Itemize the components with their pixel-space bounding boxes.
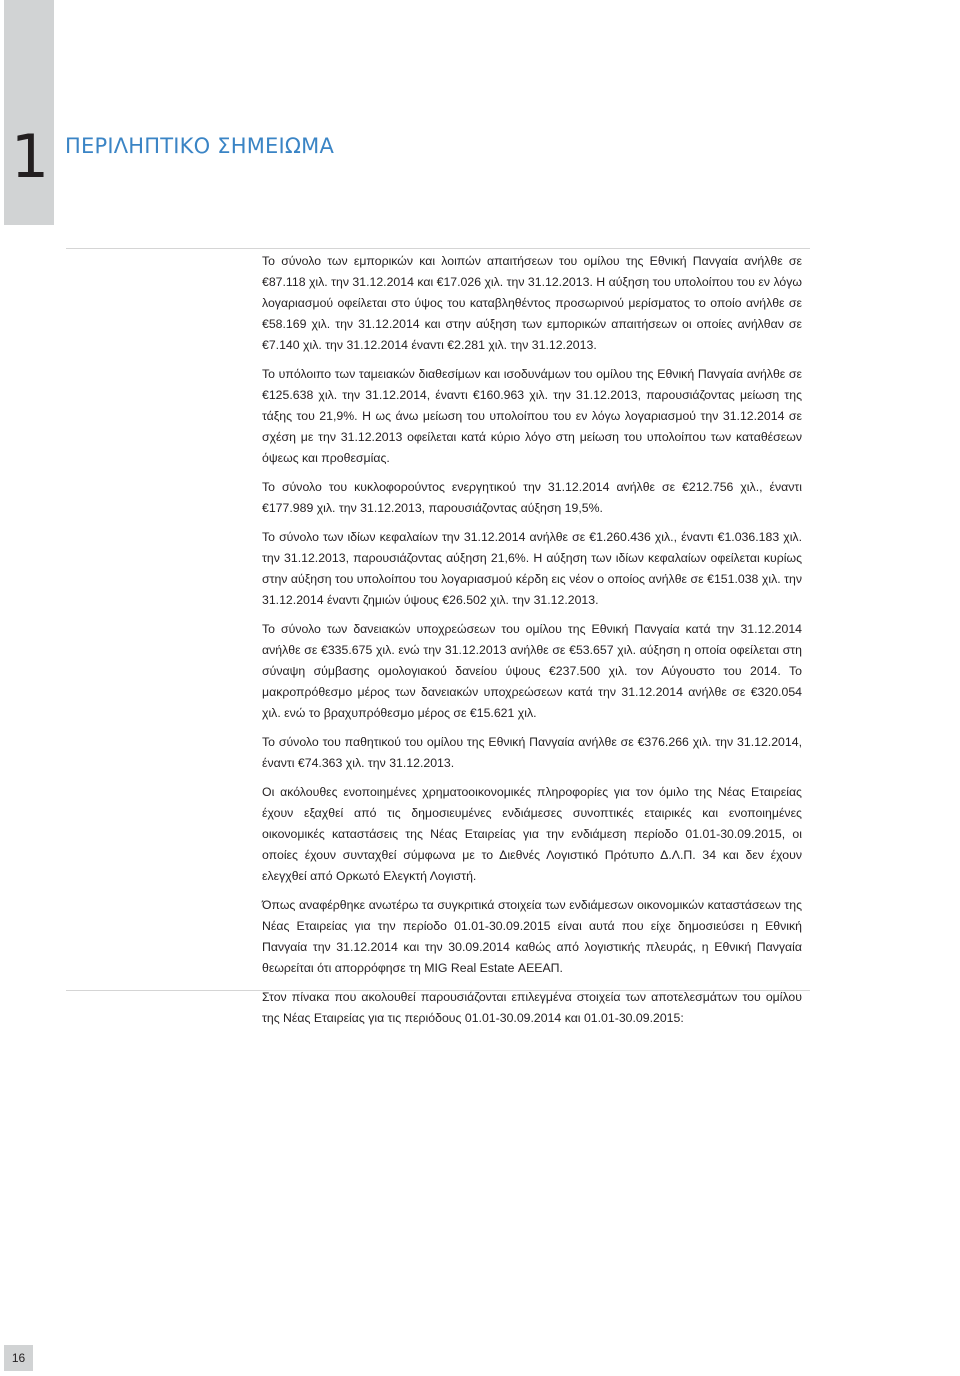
chapter-title: ΠΕΡΙΛΗΠΤΙΚΟ ΣΗΜΕΙΩΜΑ [65, 134, 335, 158]
bottom-divider [66, 990, 810, 991]
paragraph-liabilities: Το σύνολο του παθητικού του ομίλου της Εθνική Πανγαία ανήλθε σε €376.266 χιλ. την 31.12.2014, έναντι €74.363 χιλ. την 31.12.2013. [262, 735, 802, 770]
top-divider [66, 248, 810, 249]
paragraph-equity: Το σύνολο των ιδίων κεφαλαίων την 31.12.2014 ανήλθε σε €1.260.436 χιλ., έναντι €1.036.183 χιλ. την 31.12.2013, παρουσιάζοντας αύξηση 21,6%. Η αύξηση των ιδίων κεφαλαίων οφείλεται κυρίως στην αύξηση του υπολοίπου του λογαριασμού κέρδη εις νέον ο οποίος ανήλθε σε €151.038 χιλ. την 31.12.2014 έναντι ζημιών ύψους €26.502 χιλ. την 31.12.2013. [262, 530, 802, 607]
paragraph-financial-info: Οι ακόλουθες ενοποιημένες χρηματοοικονομικές πληροφορίες για τον όμιλο της Νέας Εταιρείας έχουν εξαχθεί από τις δημοσιευμένες ενδιάμεσες συνοπτικές εταιρικές και ενοποιημένες οικονομικές καταστάσεις της Νέας Εταιρείας για την ενδιάμεση περίοδο 01.01-30.09.2015, οι οποίες έχουν συνταχθεί σύμφωνα με το Διεθνές Λογιστικό Πρότυπο Δ.Λ.Π. 34 και δεν έχουν ελεγχθεί από Ορκωτό Ελεγκτή Λογιστή. [262, 785, 802, 883]
chapter-number-tab [4, 0, 54, 225]
paragraph-receivables: Το σύνολο των εμπορικών και λοιπών απαιτήσεων του ομίλου της Εθνική Πανγαία ανήλθε σε €87.118 χιλ. την 31.12.2014 και €17.026 χιλ. την 31.12.2013. Η αύξηση του υπολοίπου του εν λόγω λογαριασμού οφείλεται στο ύψος του καταβληθέντος προσωρινού μερίσματος το οποίο ανήλθε σε €58.169 χιλ. την 31.12.2014 και στην αύξηση των εμπορικών απαιτήσεων οι οποίες ανήλθαν σε €7.140 χιλ. την 31.12.2014 έναντι €2.281 χιλ. την 31.12.2013. [262, 254, 802, 352]
paragraph-comparatives: Όπως αναφέρθηκε ανωτέρω τα συγκριτικά στοιχεία των ενδιάμεσων οικονομικών καταστάσεων της Νέας Εταιρείας για την περίοδο 01.01-30.09.2015 είναι αυτά που είχε δημοσιεύσει η Εθνική Πανγαία την 31.12.2014 και την 30.09.2014 καθώς από λογιστικής πλευράς, η Εθνική Πανγαία θεωρείται ότι απορρόφησε τη MIG Real Estate ΑΕΕΑΠ. [262, 898, 802, 975]
paragraph-current-assets: Το σύνολο του κυκλοφορούντος ενεργητικού την 31.12.2014 ανήλθε σε €212.756 χιλ., έναντι €177.989 χιλ. την 31.12.2013, παρουσιάζοντας αύξηση 19,5%. [262, 480, 802, 515]
summary-body [262, 251, 802, 1037]
paragraph-cash: Το υπόλοιπο των ταμειακών διαθεσίμων και ισοδυνάμων του ομίλου της Εθνική Πανγαία ανήλθε σε €125.638 χιλ. την 31.12.2014, έναντι €160.963 χιλ. την 31.12.2013, παρουσιάζοντας μείωση της τάξης του 21,9%. Η ως άνω μείωση του υπολοίπου του εν λόγω λογαριασμού την 31.12.2014 σε σχέση με την 31.12.2013 οφείλεται κατά κύριο λόγο στη μείωση του υπολοίπου των καταθέσεων όψεως και προθεσμίας. [262, 367, 802, 465]
chapter-number: 1 [10, 122, 48, 192]
paragraph-table-intro: Στον πίνακα που ακολουθεί παρουσιάζονται επιλεγμένα στοιχεία των αποτελεσμάτων του ομίλου της Νέας Εταιρείας για τις περιόδους 01.01-30.09.2014 και 01.01-30.09.2015: [262, 990, 802, 1025]
paragraph-borrowings: Το σύνολο των δανειακών υποχρεώσεων του ομίλου της Εθνική Πανγαία κατά την 31.12.2014 ανήλθε σε €335.675 χιλ. ενώ την 31.12.2013 ανήλθε σε €53.657 χιλ. αύξηση η οποία οφείλεται στη σύναψη σύμβασης ομολογιακού δανείου ύψους €237.500 χιλ. τον Αύγουστο του 2014. Το μακροπρόθεσμο μέρος των δανειακών υποχρεώσεων κατά την 31.12.2014 ανήλθε σε €320.054 χιλ. ενώ το βραχυπρόθεσμο μέρος σε €15.621 χιλ. [262, 622, 802, 720]
page-number: 16 [4, 1345, 33, 1371]
